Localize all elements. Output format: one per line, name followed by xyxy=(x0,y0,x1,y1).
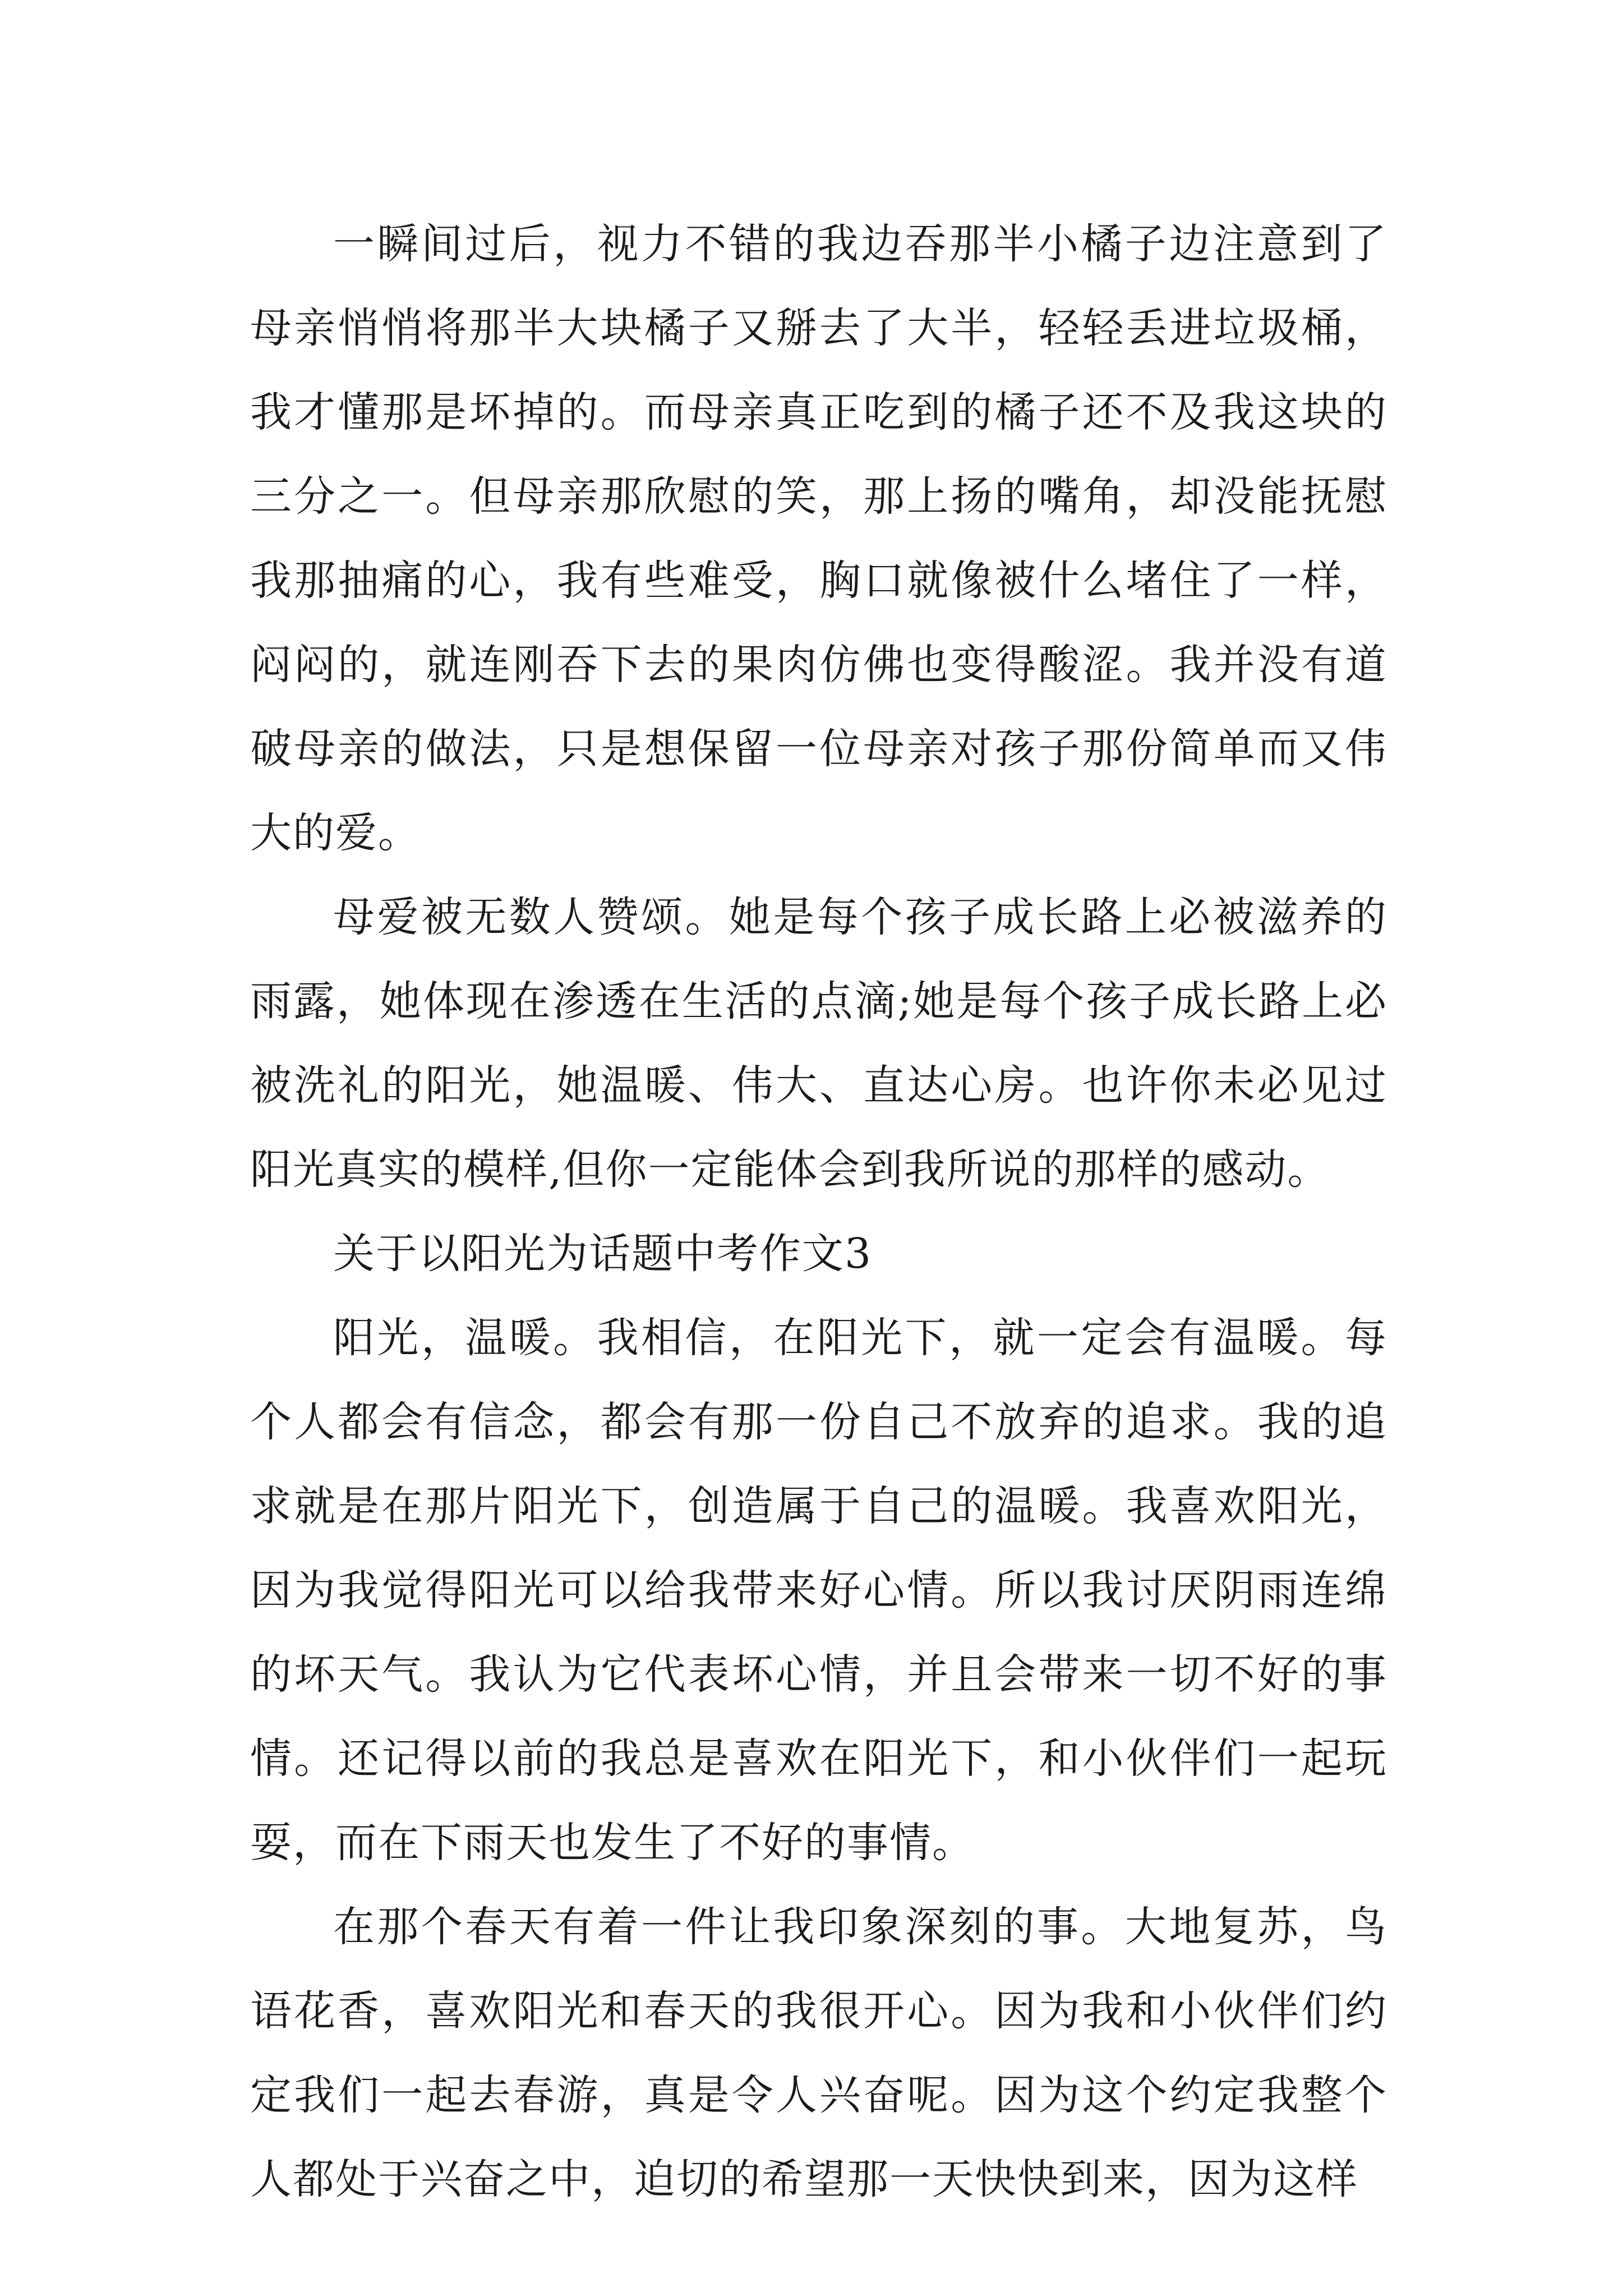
section-heading-essay-3: 关于以阳光为话题中考作文3 xyxy=(333,1230,873,1278)
paragraph-mother-orange: 一瞬间过后，视力不错的我边吞那半小橘子边注意到了母亲悄悄将那半大块橘子又掰去了大半，轻轻丢进垃圾桶，我才懂那是坏掉的。而母亲真正吃到的橘子还不及我这块的三分之一。但母亲那欣慰的笑，那上扬的嘴角，却没能抚慰我那抽痛的心，我有些难受，胸口就像被什么堵住了一样，闷闷的，就连刚吞下去的果肉仿佛也变得酸涩。我并没有道破母亲的做法，只是想保留一位母亲对孩子那份简单而又伟大的爱。 xyxy=(250,220,1387,857)
paragraph-spring-outing: 在那个春天有着一件让我印象深刻的事。大地复苏，鸟语花香，喜欢阳光和春天的我很开心。因为我和小伙伴们约定我们一起去春游，真是令人兴奋呢。因为这个约定我整个人都处于兴奋之中，迫切的希望那一天快快到来，因为这样 xyxy=(250,1903,1387,2203)
paragraph-sunshine-warmth: 阳光，温暖。我相信，在阳光下，就一定会有温暖。每个人都会有信念，都会有那一份自己不放弃的追求。我的追求就是在那片阳光下，创造属于自己的温暖。我喜欢阳光，因为我觉得阳光可以给我带来好心情。所以我讨厌阴雨连绵的坏天气。我认为它代表坏心情，并且会带来一切不好的事情。还记得以前的我总是喜欢在阳光下，和小伙伴们一起玩耍，而在下雨天也发生了不好的事情。 xyxy=(250,1314,1387,1867)
document-body xyxy=(250,202,1387,2221)
paragraph-mother-love: 母爱被无数人赞颂。她是每个孩子成长路上必被滋养的雨露，她体现在渗透在生活的点滴;她是每个孩子成长路上必被洗礼的阳光，她温暖、伟大、直达心房。也许你未必见过阳光真实的模样,但你一定能体会到我所说的那样的感动。 xyxy=(250,893,1387,1194)
